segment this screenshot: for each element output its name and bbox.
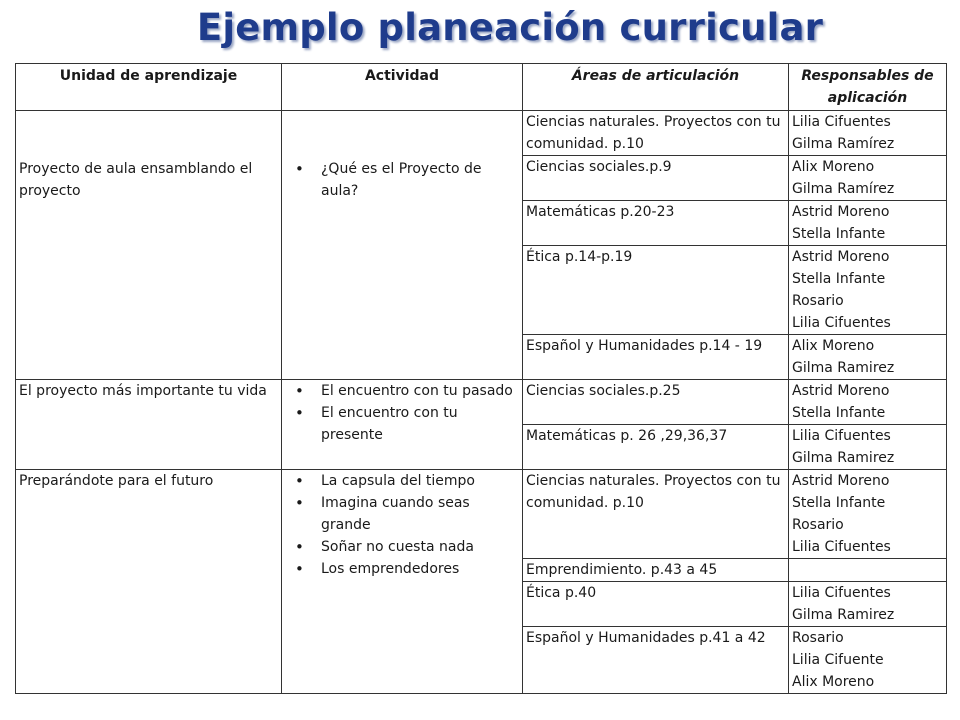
area-cell: [523, 425, 789, 470]
unit-name: Preparándote para el futuro: [19, 473, 214, 489]
responsable-name: Lilia Cifuente: [792, 652, 884, 668]
table-row: [16, 470, 947, 559]
responsables-cell: [789, 425, 947, 470]
responsables-cell: [789, 156, 947, 201]
responsable-name: Gilma Ramírez: [792, 181, 895, 197]
responsable-name: Astrid Moreno: [792, 204, 890, 220]
unit-cell: [16, 380, 282, 470]
activity-cell: [282, 470, 523, 694]
activity-item: • Imagina cuando seas grande: [285, 492, 519, 536]
header-row: [16, 64, 947, 111]
activity-cell: [282, 111, 523, 380]
responsable-name: Gilma Ramirez: [792, 360, 895, 376]
responsable-name: Stella Infante: [792, 495, 886, 511]
curriculum-table: [15, 63, 947, 694]
area-text: Matemáticas p. 26 ,29,36,37: [526, 428, 728, 444]
responsable-name: Lilia Cifuentes: [792, 585, 891, 601]
area-cell: [523, 559, 789, 582]
responsable-name: Lilia Cifuentes: [792, 539, 891, 555]
area-cell: [523, 627, 789, 694]
responsables-cell: [789, 559, 947, 582]
responsable-name: Alix Moreno: [792, 338, 875, 354]
activity-list: [285, 380, 519, 446]
area-cell: [523, 246, 789, 335]
activity-list: [285, 470, 519, 580]
area-text: Emprendimiento. p.43 a 45: [526, 562, 718, 578]
responsable-name: Astrid Moreno: [792, 249, 890, 265]
area-text: Matemáticas p.20-23: [526, 204, 675, 220]
area-cell: [523, 111, 789, 156]
area-text: Ciencias sociales.p.9: [526, 159, 672, 175]
responsable-name: Gilma Ramírez: [792, 136, 895, 152]
activity-list: [285, 158, 519, 202]
responsable-name: Stella Infante: [792, 271, 886, 287]
responsable-name: Alix Moreno: [792, 159, 875, 175]
area-cell: [523, 201, 789, 246]
area-cell: [523, 582, 789, 627]
unit-name: El proyecto más importante tu vida: [19, 383, 267, 399]
responsable-name: Rosario: [792, 630, 844, 646]
responsables-cell: [789, 246, 947, 335]
responsable-name: Lilia Cifuentes: [792, 315, 891, 331]
header-areas: Áreas de articulación: [523, 64, 789, 111]
area-cell: [523, 380, 789, 425]
area-text: Ciencias naturales. Proyectos con tu comunidad. p.10: [526, 114, 781, 152]
responsables-cell: [789, 582, 947, 627]
activity-item: • El encuentro con tu pasado: [285, 380, 519, 402]
activity-item: • Los emprendedores: [285, 558, 519, 580]
responsable-name: Astrid Moreno: [792, 383, 890, 399]
header-responsables: Responsables de aplicación: [789, 64, 947, 111]
responsable-name: Rosario: [792, 517, 844, 533]
unit-cell: [16, 470, 282, 694]
area-cell: [523, 470, 789, 559]
responsable-name: Lilia Cifuentes: [792, 428, 891, 444]
responsables-cell: [789, 335, 947, 380]
area-text: Español y Humanidades p.14 - 19: [526, 338, 763, 354]
responsable-name: Astrid Moreno: [792, 473, 890, 489]
activity-cell: [282, 380, 523, 470]
area-cell: [523, 156, 789, 201]
area-text: Ciencias naturales. Proyectos con tu comunidad. p.10: [526, 473, 781, 511]
area-text: Ética p.14-p.19: [526, 249, 633, 265]
area-text: Español y Humanidades p.41 a 42: [526, 630, 766, 646]
responsable-name: Gilma Ramirez: [792, 607, 895, 623]
table-row: [16, 111, 947, 156]
responsable-name: Alix Moreno: [792, 674, 875, 690]
responsable-name: Stella Infante: [792, 226, 886, 242]
activity-item: • Soñar no cuesta nada: [285, 536, 519, 558]
area-cell: [523, 335, 789, 380]
area-text: Ética p.40: [526, 585, 597, 601]
responsables-cell: [789, 627, 947, 694]
table-row: [16, 380, 947, 425]
activity-item: • La capsula del tiempo: [285, 470, 519, 492]
responsables-cell: [789, 201, 947, 246]
activity-item: • ¿Qué es el Proyecto de aula?: [285, 158, 519, 202]
responsable-name: Rosario: [792, 293, 844, 309]
responsables-cell: [789, 470, 947, 559]
header-unidad: Unidad de aprendizaje: [16, 64, 282, 111]
unit-name: Proyecto de aula ensamblando el proyecto: [19, 161, 253, 199]
responsable-name: Lilia Cifuentes: [792, 114, 891, 130]
header-actividad: Actividad: [282, 64, 523, 111]
unit-cell: [16, 111, 282, 380]
area-text: Ciencias sociales.p.25: [526, 383, 681, 399]
responsables-cell: [789, 380, 947, 425]
responsables-cell: [789, 111, 947, 156]
page-title: Ejemplo planeación curricular: [196, 6, 824, 49]
responsable-name: Stella Infante: [792, 405, 886, 421]
responsable-name: Gilma Ramirez: [792, 450, 895, 466]
activity-item: • El encuentro con tu presente: [285, 402, 519, 446]
